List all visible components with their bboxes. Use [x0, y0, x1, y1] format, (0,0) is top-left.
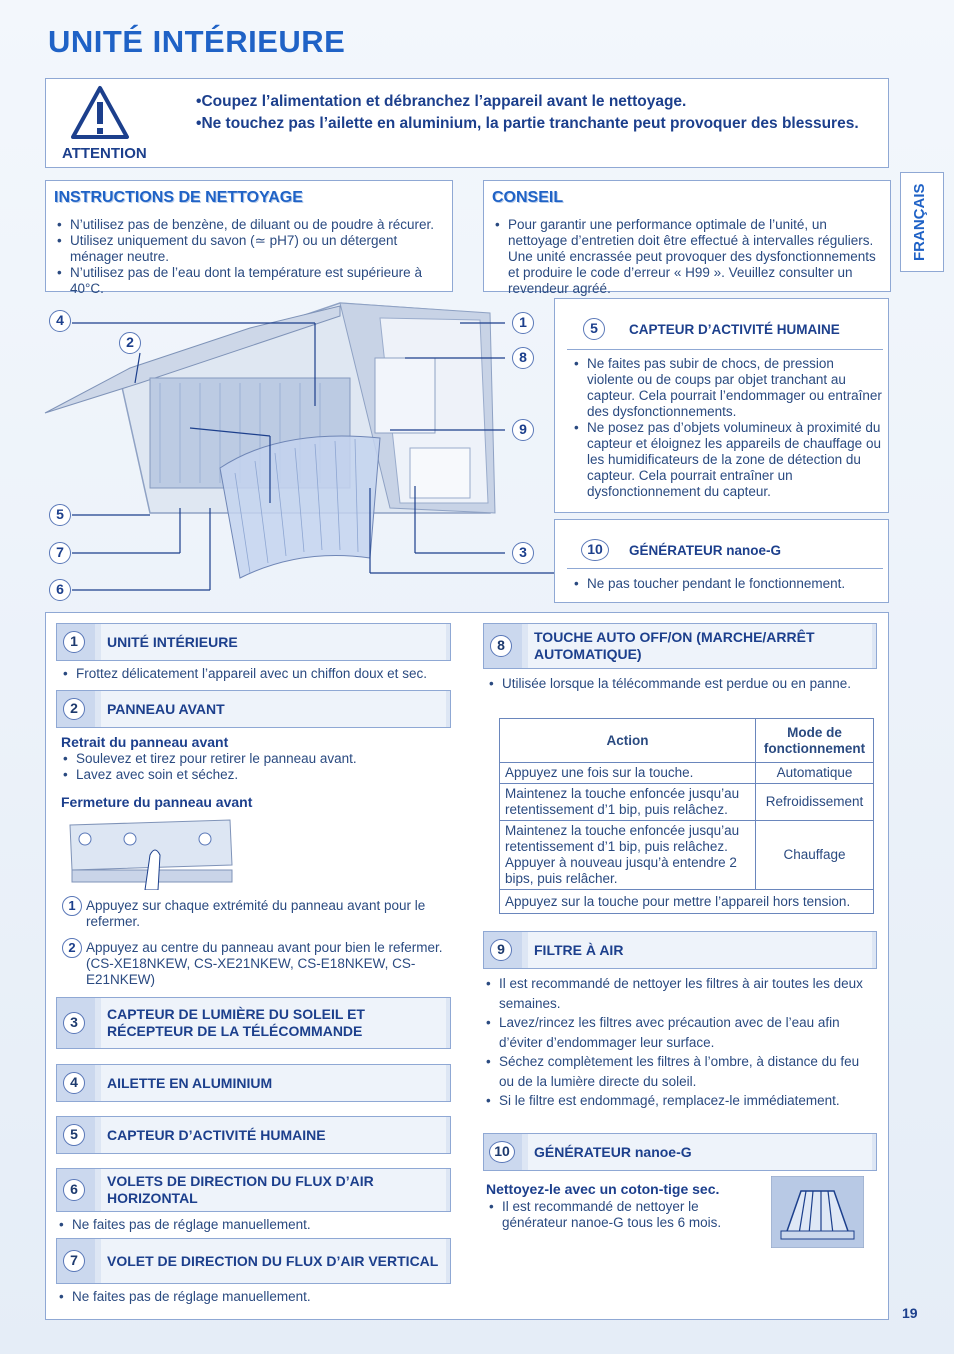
callout-6: 6 [49, 579, 71, 601]
auto-button-table: Action Mode de fonctionnement Appuyez une fois sur la touche. Automatique Maintenez la touche enfoncée jusqu’au retentissement d’1 bip, puis relâchez. Refroidissement Maintenez la touche enfoncée jusqu’au retentissement d’1 bip, puis relâchez. Appuyer à nouveau jusqu’à entendre 2 bips, puis relâcher. Chauffage Appuyez sur la touche pour mettre l’appareil hors tension. [499, 718, 874, 914]
callout-5: 5 [49, 504, 71, 526]
cleaning-instructions-box [45, 180, 453, 296]
section-10-header: 10 GÉNÉRATEUR nanoe-G [483, 1133, 877, 1171]
sensor-num: 5 [583, 318, 605, 340]
attention-list [196, 91, 859, 135]
section-4-header: 4 AILETTE EN ALUMINIUM [56, 1064, 451, 1102]
section-7-list: • Ne faites pas de réglage manuellement. [56, 1289, 446, 1305]
indoor-unit-illustration [40, 298, 555, 608]
close-title: Fermeture du panneau avant [61, 794, 253, 810]
step-2-text: Appuyez au centre du panneau avant pour bien le refermer. (CS-XE18NKEW, CS-XE21NKEW, CS-E18NKEW, CS-E21NKEW) [86, 940, 443, 987]
page-number: 19 [902, 1305, 918, 1321]
callout-3: 3 [512, 542, 534, 564]
advice-list [492, 217, 886, 297]
section-7-header: 7 VOLET DE DIRECTION DU FLUX D’AIR VERTICAL [56, 1238, 451, 1284]
divider [567, 349, 883, 350]
section-6-list: • Ne faites pas de réglage manuellement. [56, 1217, 446, 1233]
callout-1: 1 [512, 312, 534, 334]
callout-9: 9 [512, 419, 534, 441]
front-panel-illustration [60, 815, 240, 890]
section-1-header: 1 UNITÉ INTÉRIEURE [56, 623, 451, 661]
sensor-item: • Ne posez pas d’objets volumineux à proximité du capteur et éloignez les appareils de chauffage ou les humidificateurs de la zone de détection du capteur. Cela pourrait entraîner un dysfonctionnement du capteur. [571, 420, 883, 500]
sensor-title: CAPTEUR D’ACTIVITÉ HUMAINE [629, 322, 840, 337]
nanoe-clean-title: Nettoyez-le avec un coton-tige sec. [486, 1181, 720, 1197]
sensor-list [571, 356, 883, 500]
language-label: FRANÇAIS [911, 183, 928, 261]
instructions-item: • N’utilisez pas de l’eau dont la température est supérieure à 40°C. [54, 265, 446, 297]
attention-item: •Ne touchez pas l’ailette en aluminium, la partie tranchante peut provoquer des blessures. [196, 115, 859, 132]
callout-7: 7 [49, 542, 71, 564]
removal-title: Retrait du panneau avant [61, 734, 229, 750]
step-1-num: 1 [62, 896, 82, 916]
callout-4: 4 [49, 310, 71, 332]
nanoe-generator-illustration [771, 1176, 864, 1248]
nanoe-title: GÉNÉRATEUR nanoe-G [629, 543, 782, 558]
nanoe-item: • Ne pas toucher pendant le fonctionnement. [571, 576, 883, 592]
section-9-header: 9 FILTRE À AIR [483, 931, 877, 969]
advice-item: • Pour garantir une performance optimale de l’unité, un nettoyage d’entretien doit être effectué à intervalles réguliers. Une unité encrassée peut provoquer des dysfonctionnements et produire le code d’erreur « H99 ». Veuillez consulter un revendeur agréé. [492, 217, 886, 297]
warning-icon [70, 85, 130, 141]
section-8-header: 8 TOUCHE AUTO OFF/ON (MARCHE/ARRÊT AUTOMATIQUE) [483, 623, 877, 669]
human-sensor-box [554, 298, 889, 513]
nanoe-num: 10 [581, 539, 609, 561]
instructions-item: • Utilisez uniquement du savon (≃ pH7) ou un détergent ménager neutre. [54, 233, 446, 265]
section-10-list: • Il est recommandé de nettoyer le générateur nanoe-G tous les 6 mois. [486, 1199, 754, 1231]
advice-box [483, 180, 891, 296]
step-2-num: 2 [62, 938, 82, 958]
attention-box [45, 78, 889, 168]
callout-2: 2 [119, 332, 141, 354]
nanoe-box [554, 519, 889, 603]
section-9-list: • Il est recommandé de nettoyer les filtres à air toutes les deux semaines. • Lavez/rincez les filtres avec précaution avec de l’eau afin d’éviter d’endommager leur surface. • Séchez complètement les filtres à l’ombre, à distance du feu ou de la lumière directe du soleil. • Si le filtre est endommagé, remplacez-le immédiatement. [483, 974, 875, 1111]
sensor-item: • Ne faites pas subir de chocs, de pression violente ou de coups par objet tranchant au capteur. Cela pourrait l’endommager ou entraîner des dysfonctionnements. [571, 356, 883, 420]
step-1-text: Appuyez sur chaque extrémité du panneau avant pour le refermer. [86, 898, 426, 929]
section-6-header: 6 VOLETS DE DIRECTION DU FLUX D’AIR HORIZONTAL [56, 1168, 451, 1212]
attention-item: •Coupez l’alimentation et débranchez l’appareil avant le nettoyage. [196, 93, 687, 110]
page-title: UNITÉ INTÉRIEURE [48, 24, 346, 59]
section-5-header: 5 CAPTEUR D’ACTIVITÉ HUMAINE [56, 1116, 451, 1154]
advice-title: CONSEIL [492, 189, 564, 206]
callout-8: 8 [512, 347, 534, 369]
nanoe-list [571, 576, 883, 592]
section-3-header: 3 CAPTEUR DE LUMIÈRE DU SOLEIL ET RÉCEPTEUR DE LA TÉLÉCOMMANDE [56, 997, 451, 1049]
divider [567, 568, 883, 569]
section-1-list: • Frottez délicatement l’appareil avec un chiffon doux et sec. [60, 666, 450, 682]
attention-label: ATTENTION [62, 145, 147, 162]
instructions-item: • N’utilisez pas de benzène, de diluant ou de poudre à récurer. [54, 217, 446, 233]
section-8-list: • Utilisée lorsque la télécommande est perdue ou en panne. [486, 676, 871, 692]
instructions-title: INSTRUCTIONS DE NETTOYAGE [54, 189, 303, 206]
removal-list: • Soulevez et tirez pour retirer le panneau avant. • Lavez avec soin et séchez. [60, 751, 450, 783]
language-tab [900, 172, 944, 272]
instructions-list [54, 217, 446, 297]
section-2-header: 2 PANNEAU AVANT [56, 690, 451, 728]
